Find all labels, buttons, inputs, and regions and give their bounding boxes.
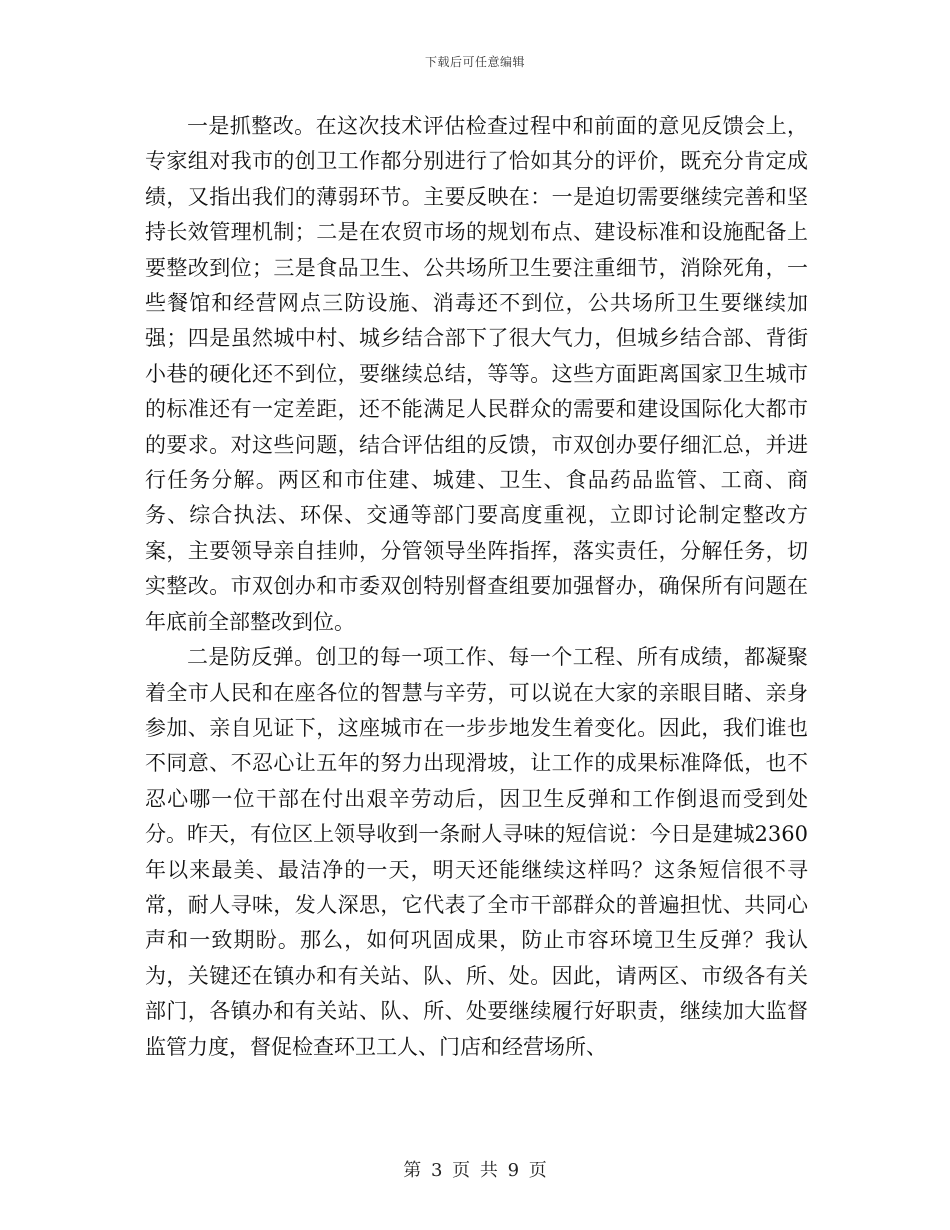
document-body [145, 109, 808, 1065]
paragraph-rectification: 一是抓整改。在这次技术评估检查过程中和前面的意见反馈会上，专家组对我市的创卫工作都分别进行了恰如其分的评价，既充分肯定成绩，又指出我们的薄弱环节。主要反映在：一是迫切需要继续完善和坚持长效管理机制；二是在农贸市场的规划布点、建设标准和设施配备上要整改到位；三是食品卫生、公共场所卫生要注重细节，消除死角，一些餐馆和经营网点三防设施、消毒还不到位，公共场所卫生要继续加强；四是虽然城中村、城乡结合部下了很大气力，但城乡结合部、背街小巷的硬化还不到位，要继续总结，等等。这些方面距离国家卫生城市的标准还有一定差距，还不能满足人民群众的需要和建设国际化大都市的要求。对这些问题，结合评估组的反馈，市双创办要仔细汇总，并进行任务分解。两区和市住建、城建、卫生、食品药品监管、工商、商务、综合执法、环保、交通等部门要高度重视，立即讨论制定整改方案，主要领导亲自挂帅，分管领导坐阵指挥，落实责任，分解任务，切实整改。市双创办和市委双创特别督查组要加强督办，确保所有问题在年底前全部整改到位。 [145, 114, 808, 634]
page-number-footer: 第 3 页 共 9 页 [403, 1160, 547, 1181]
page-header: 下载后可任意编辑 [424, 55, 525, 69]
paragraph-prevent-rebound: 二是防反弹。创卫的每一项工作、每一个工程、所有成绩，都凝聚着全市人民和在座各位的智慧与辛劳，可以说在大家的亲眼目睹、亲身参加、亲自见证下，这座城市在一步步地发生着变化。因此，我们谁也不同意、不忍心让五年的努力出现滑坡，让工作的成果标准降低，也不忍心哪一位干部在付出艰辛劳动后，因卫生反弹和工作倒退而受到处分。昨天，有位区上领导收到一条耐人寻味的短信说：今日是建城2360年以来最美、最洁净的一天，明天还能继续这样吗？这条短信很不寻常，耐人寻味，发人深思，它代表了全市干部群众的普遍担忧、共同心声和一致期盼。那么，如何巩固成果，防止市容环境卫生反弹？我认为，关键还在镇办和有关站、队、所、处。因此，请两区、市级各有关部门，各镇办和有关站、队、所、处要继续履行好职责，继续加大监督监管力度，督促检查环卫工人、门店和经营场所、 [145, 645, 808, 1059]
